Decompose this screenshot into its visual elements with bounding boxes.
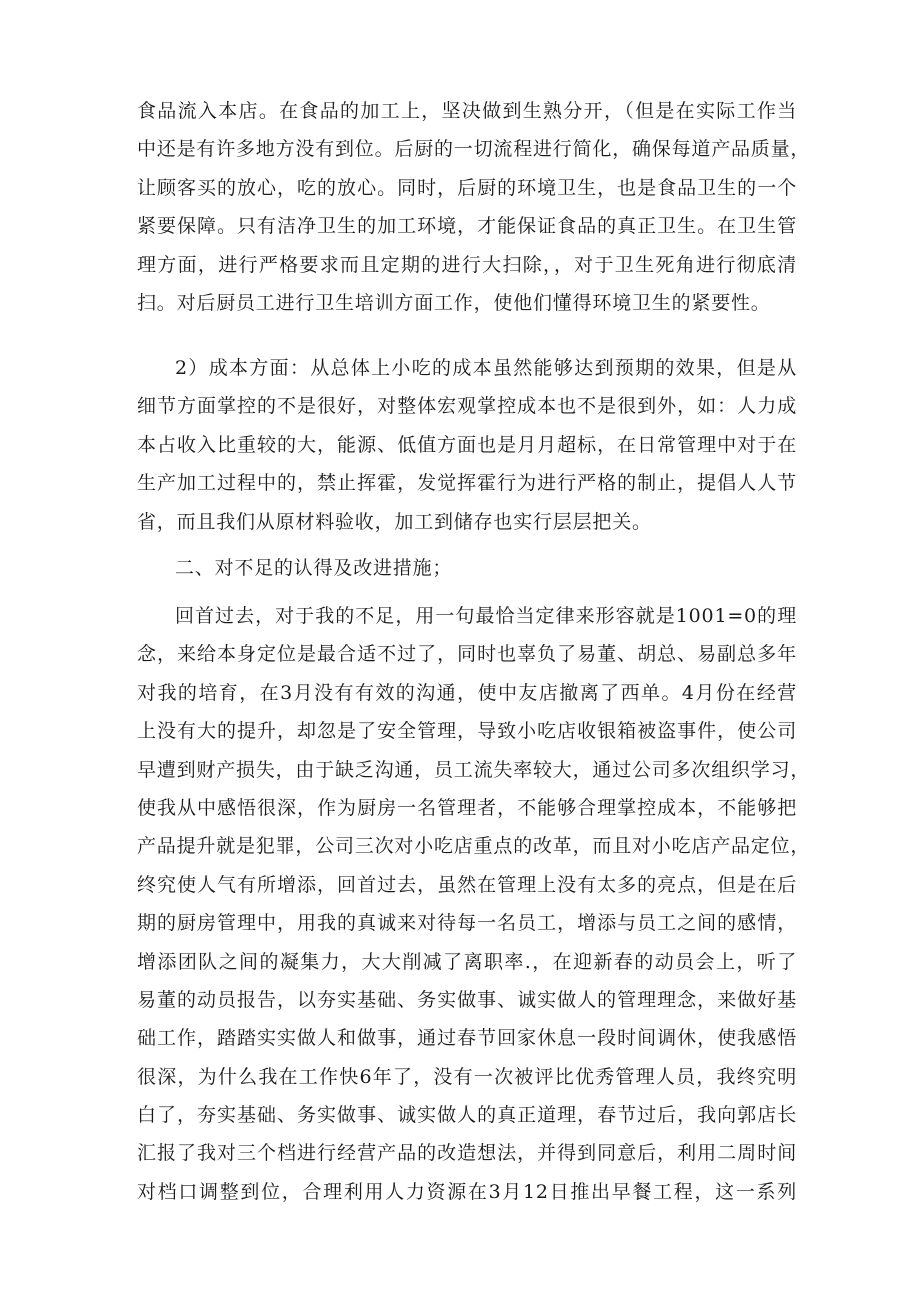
text-line: 食品流入本店。在食品的加工上，坚决做到生熟分开，（但是在实际工作当 [137, 100, 797, 122]
text-line: 生产加工过程中的，禁止挥霍，发觉挥霍行为进行严格的制止，提倡人人节 [137, 472, 797, 495]
text-line: 期的厨房管理中，用我的真诚来对待每一名员工，增添与员工之间的感情， [137, 912, 797, 935]
text-line: 紧要保障。只有洁净卫生的加工环境，才能保证食品的真正卫生。在卫生管 [137, 215, 797, 238]
paragraph-cost [137, 349, 797, 541]
text-line: 易董的动员报告，以夯实基础、务实做事、诚实做人的管理理念，来做好基 [137, 988, 797, 1011]
paragraph-food-hygiene [137, 92, 811, 322]
text-line: 础工作，踏踏实实做人和做事，通过春节回家休息一段时间调休，使我感悟 [137, 1027, 797, 1050]
text-line: 念，来给本身定位是最合适不过了，同时也辜负了易董、胡总、易副总多年 [137, 643, 797, 666]
text-line: 增添团队之间的凝集力，大大削减了离职率.，在迎新春的动员会上，听了 [137, 950, 797, 973]
text-line: 中还是有许多地方没有到位。后厨的一切流程进行简化，确保每道产品质量， [137, 138, 811, 161]
text-line: 本占收入比重较的大，能源、低值方面也是月月超标，在日常管理中对于在 [137, 433, 797, 456]
text-line: 对档口调整到位，合理利用人力资源在3月12日推出早餐工程，这一系列 [137, 1180, 797, 1203]
heading-line: 二、对不足的认得及改进措施； [175, 557, 453, 579]
text-line: 对我的培育，在3月没有有效的沟通，使中友店撤离了西单。4月份在经营 [137, 681, 797, 704]
text-line: 细节方面掌控的不是很好，对整体宏观掌控成本也不是很到外，如：人力成 [137, 395, 797, 418]
text-line: 上没有大的提升，却忽是了安全管理，导致小吃店收银箱被盗事件，使公司 [137, 720, 797, 743]
text-line: 很深，为什么我在工作快6年了，没有一次被评比优秀管理人员，我终究明 [137, 1065, 797, 1088]
text-line: 扫。对后厨员工进行卫生培训方面工作，使他们懂得环境卫生的紧要性。 [137, 291, 771, 314]
text-line: 理方面，进行严格要求而且定期的进行大扫除，，对于卫生死角进行彻底清 [137, 253, 797, 276]
text-line: 终究使人气有所增添，回首过去，虽然在管理上没有太多的亮点，但是在后 [137, 873, 797, 896]
paragraph-review [137, 597, 811, 1211]
text-line: 2）成本方面：从总体上小吃的成本虽然能够达到预期的效果，但是从 [175, 357, 797, 379]
text-line: 产品提升就是犯罪，公司三次对小吃店重点的改革，而且对小吃店产品定位， [137, 835, 811, 858]
section-heading [137, 549, 797, 587]
text-line: 省，而且我们从原材料验收，加工到储存也实行层层把关。 [137, 510, 652, 533]
text-line: 让顾客买的放心，吃的放心。同时，后厨的环境卫生，也是食品卫生的一个 [137, 176, 797, 199]
text-line: 白了，夯实基础、务实做事、诚实做人的真正道理，春节过后，我向郭店长 [137, 1104, 797, 1127]
text-line: 回首过去，对于我的不足，用一句最恰当定律来形容就是1001=0的理 [175, 605, 797, 627]
text-line: 汇报了我对三个档进行经营产品的改造想法，并得到同意后，利用二周时间 [137, 1142, 797, 1165]
text-line: 早遭到财产损失，由于缺乏沟通，员工流失率较大，通过公司多次组织学习， [137, 758, 811, 781]
text-line: 使我从中感悟很深，作为厨房一名管理者，不能够合理掌控成本，不能够把 [137, 796, 797, 819]
